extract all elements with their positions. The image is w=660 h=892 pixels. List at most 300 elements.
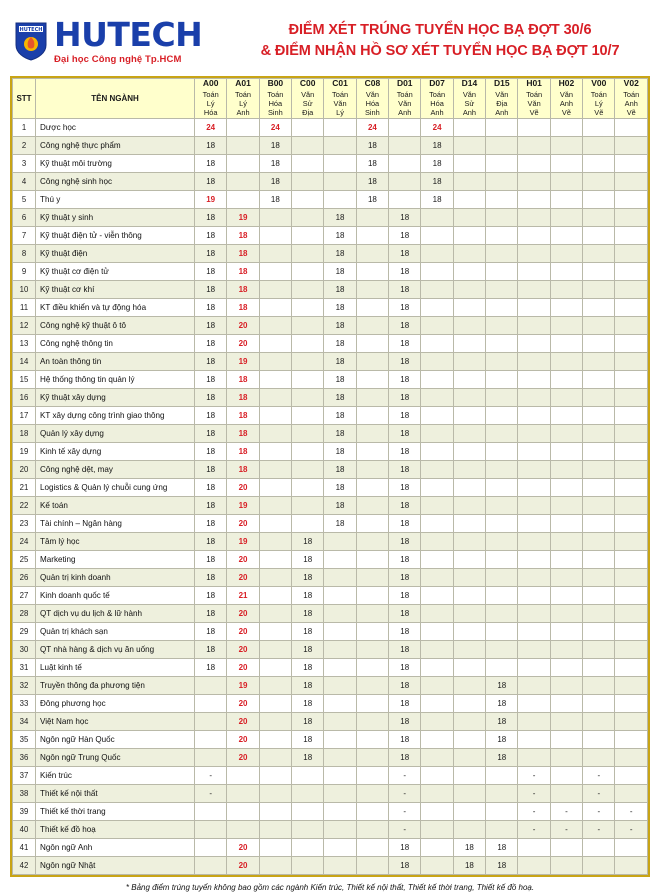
score-cell xyxy=(356,658,388,676)
score-cell xyxy=(324,586,356,604)
score-cell xyxy=(259,424,291,442)
score-cell: 18 xyxy=(227,370,259,388)
score-cell xyxy=(615,766,648,784)
score-cell xyxy=(518,586,550,604)
score-cell: 18 xyxy=(227,388,259,406)
score-cell xyxy=(292,136,324,154)
score-cell: 18 xyxy=(195,550,227,568)
score-cell xyxy=(583,856,615,874)
title-line-1: ĐIỂM XÉT TRÚNG TUYỂN HỌC BẠ ĐỢT 30/6 xyxy=(288,21,592,38)
score-cell xyxy=(583,694,615,712)
score-cell xyxy=(550,694,582,712)
score-cell xyxy=(453,478,485,496)
score-cell: 18 xyxy=(486,838,518,856)
score-cell xyxy=(550,586,582,604)
svg-text:HUTECH: HUTECH xyxy=(19,27,43,33)
score-cell xyxy=(518,226,550,244)
score-cell xyxy=(356,640,388,658)
score-cell xyxy=(356,820,388,838)
header-combination-d15 xyxy=(486,79,518,119)
score-cell xyxy=(227,118,259,136)
combination-code: V00 xyxy=(591,78,607,88)
score-cell xyxy=(259,388,291,406)
score-cell: 18 xyxy=(324,478,356,496)
score-cell xyxy=(421,622,453,640)
score-cell: 19 xyxy=(227,496,259,514)
row-major-name: Đông phương học xyxy=(36,694,195,712)
score-cell: 18 xyxy=(389,496,421,514)
table-row xyxy=(13,820,648,838)
score-cell xyxy=(518,370,550,388)
score-cell: 18 xyxy=(486,694,518,712)
score-cell xyxy=(550,316,582,334)
row-major-name: Thiết kế thời trang xyxy=(36,802,195,820)
score-cell xyxy=(227,820,259,838)
row-major-name: Công nghệ thông tin xyxy=(36,334,195,352)
score-cell: 18 xyxy=(292,640,324,658)
score-cell xyxy=(259,442,291,460)
score-cell xyxy=(518,604,550,622)
score-cell xyxy=(292,478,324,496)
score-cell xyxy=(615,478,648,496)
row-major-name: Kiến trúc xyxy=(36,766,195,784)
row-major-name: Việt Nam học xyxy=(36,712,195,730)
row-major-name: Thiết kế đồ hoạ xyxy=(36,820,195,838)
hutech-shield-icon xyxy=(14,21,48,61)
title-line-2: & ĐIỂM NHẬN HỒ SƠ XÉT TUYỂN HỌC BẠ ĐỢT 10/7 xyxy=(260,43,620,59)
score-cell xyxy=(550,604,582,622)
score-cell: 18 xyxy=(389,730,421,748)
score-cell xyxy=(583,568,615,586)
score-cell xyxy=(615,352,648,370)
score-cell: 18 xyxy=(389,352,421,370)
score-cell xyxy=(356,550,388,568)
row-index: 33 xyxy=(13,694,36,712)
score-cell: 18 xyxy=(195,406,227,424)
score-cell: 18 xyxy=(389,370,421,388)
score-cell xyxy=(324,118,356,136)
score-cell xyxy=(518,460,550,478)
score-cell xyxy=(453,316,485,334)
score-cell xyxy=(421,604,453,622)
combination-code: C00 xyxy=(299,78,316,88)
score-cell xyxy=(453,622,485,640)
score-cell xyxy=(292,298,324,316)
score-cell xyxy=(356,730,388,748)
score-cell xyxy=(259,298,291,316)
header-combination-a01 xyxy=(227,79,259,119)
score-cell xyxy=(583,748,615,766)
score-cell xyxy=(421,694,453,712)
score-cell: - xyxy=(615,820,648,838)
score-cell xyxy=(550,172,582,190)
score-cell: 18 xyxy=(389,532,421,550)
row-major-name: Quản lý xây dựng xyxy=(36,424,195,442)
combination-subjects: Toán Lý Anh xyxy=(235,89,252,118)
score-cell xyxy=(518,172,550,190)
row-major-name: Quản trị khách sạn xyxy=(36,622,195,640)
score-cell xyxy=(324,694,356,712)
score-cell xyxy=(486,532,518,550)
table-row xyxy=(13,676,648,694)
score-cell: 18 xyxy=(389,406,421,424)
header-combination-d01 xyxy=(389,79,421,119)
row-index: 11 xyxy=(13,298,36,316)
score-cell: 18 xyxy=(227,442,259,460)
score-cell xyxy=(356,532,388,550)
row-index: 9 xyxy=(13,262,36,280)
score-cell xyxy=(550,226,582,244)
score-cell xyxy=(421,316,453,334)
score-cell: 18 xyxy=(292,568,324,586)
score-cell xyxy=(550,640,582,658)
score-cell xyxy=(615,424,648,442)
score-cell xyxy=(356,424,388,442)
score-cell xyxy=(486,154,518,172)
score-cell xyxy=(356,442,388,460)
score-cell xyxy=(550,496,582,514)
combination-subjects: Văn Hóa Sinh xyxy=(364,89,380,118)
score-cell xyxy=(259,694,291,712)
score-cell xyxy=(292,388,324,406)
score-cell: - xyxy=(389,820,421,838)
score-cell xyxy=(518,694,550,712)
combination-code: H01 xyxy=(526,78,542,88)
score-cell xyxy=(486,262,518,280)
score-cell xyxy=(486,442,518,460)
score-cell xyxy=(583,460,615,478)
score-cell xyxy=(453,370,485,388)
table-row xyxy=(13,586,648,604)
score-cell xyxy=(259,514,291,532)
score-cell xyxy=(518,136,550,154)
score-cell xyxy=(518,298,550,316)
score-cell: 18 xyxy=(195,658,227,676)
score-cell: 18 xyxy=(324,352,356,370)
score-cell xyxy=(583,712,615,730)
score-cell xyxy=(324,604,356,622)
score-cell: 18 xyxy=(227,424,259,442)
score-cell xyxy=(518,388,550,406)
row-major-name: Công nghệ dệt, may xyxy=(36,460,195,478)
score-cell xyxy=(259,262,291,280)
score-cell: 18 xyxy=(292,712,324,730)
table-row xyxy=(13,532,648,550)
score-cell: 18 xyxy=(389,280,421,298)
score-cell xyxy=(195,730,227,748)
score-cell: 18 xyxy=(259,136,291,154)
table-row xyxy=(13,190,648,208)
score-cell: 18 xyxy=(195,280,227,298)
score-cell xyxy=(324,766,356,784)
row-index: 36 xyxy=(13,748,36,766)
score-cell xyxy=(292,460,324,478)
score-cell xyxy=(421,334,453,352)
score-cell xyxy=(292,244,324,262)
row-index: 17 xyxy=(13,406,36,424)
score-cell xyxy=(453,550,485,568)
score-cell: 18 xyxy=(421,136,453,154)
score-cell xyxy=(324,838,356,856)
score-cell xyxy=(486,622,518,640)
score-cell xyxy=(453,748,485,766)
table-row xyxy=(13,442,648,460)
score-cell xyxy=(550,856,582,874)
score-cell xyxy=(195,712,227,730)
score-cell xyxy=(195,676,227,694)
score-cell: 18 xyxy=(227,262,259,280)
score-cell xyxy=(615,244,648,262)
combination-code: C01 xyxy=(332,78,348,88)
row-index: 5 xyxy=(13,190,36,208)
score-cell xyxy=(615,856,648,874)
score-cell xyxy=(453,586,485,604)
score-cell xyxy=(615,694,648,712)
score-cell xyxy=(356,676,388,694)
score-cell xyxy=(421,658,453,676)
score-cell xyxy=(550,280,582,298)
score-cell xyxy=(615,208,648,226)
score-cell xyxy=(356,568,388,586)
score-cell xyxy=(518,208,550,226)
score-cell: 18 xyxy=(389,622,421,640)
score-cell xyxy=(292,406,324,424)
score-cell xyxy=(518,856,550,874)
score-cell: 18 xyxy=(389,838,421,856)
score-cell xyxy=(421,856,453,874)
score-cell: 18 xyxy=(195,298,227,316)
score-cell xyxy=(583,154,615,172)
score-cell: 19 xyxy=(227,532,259,550)
score-cell: 18 xyxy=(195,622,227,640)
score-cell xyxy=(292,280,324,298)
row-index: 7 xyxy=(13,226,36,244)
score-cell: - xyxy=(583,766,615,784)
score-cell xyxy=(324,730,356,748)
scores-table-container xyxy=(10,76,650,877)
score-cell xyxy=(518,334,550,352)
score-cell xyxy=(615,838,648,856)
score-cell xyxy=(486,298,518,316)
score-cell xyxy=(583,316,615,334)
score-cell xyxy=(421,712,453,730)
score-cell xyxy=(615,190,648,208)
score-cell: 20 xyxy=(227,838,259,856)
score-cell: 18 xyxy=(195,460,227,478)
row-index: 12 xyxy=(13,316,36,334)
score-cell: 18 xyxy=(389,676,421,694)
score-cell xyxy=(292,172,324,190)
score-cell xyxy=(453,190,485,208)
score-cell: 18 xyxy=(389,316,421,334)
score-cell xyxy=(550,370,582,388)
score-cell xyxy=(518,118,550,136)
score-cell: 18 xyxy=(195,442,227,460)
score-cell xyxy=(550,676,582,694)
score-cell: - xyxy=(518,784,550,802)
score-cell xyxy=(486,388,518,406)
row-index: 22 xyxy=(13,496,36,514)
score-cell xyxy=(259,802,291,820)
row-index: 20 xyxy=(13,460,36,478)
score-cell xyxy=(259,406,291,424)
score-cell xyxy=(421,208,453,226)
score-cell: - xyxy=(389,766,421,784)
score-cell: 18 xyxy=(324,316,356,334)
combination-subjects: Toán Lý Hóa xyxy=(202,89,219,118)
score-cell xyxy=(583,622,615,640)
score-cell xyxy=(453,442,485,460)
score-cell xyxy=(292,424,324,442)
score-cell: 18 xyxy=(324,334,356,352)
score-cell xyxy=(453,514,485,532)
score-cell xyxy=(259,766,291,784)
row-major-name: QT nhà hàng & dịch vụ ăn uống xyxy=(36,640,195,658)
score-cell xyxy=(550,658,582,676)
score-cell xyxy=(615,370,648,388)
score-cell xyxy=(453,820,485,838)
score-cell xyxy=(518,514,550,532)
combination-code: C08 xyxy=(364,78,381,88)
score-cell xyxy=(550,712,582,730)
score-cell: 18 xyxy=(389,604,421,622)
score-cell xyxy=(292,514,324,532)
score-cell xyxy=(615,748,648,766)
score-cell xyxy=(453,334,485,352)
header-combination-c01 xyxy=(324,79,356,119)
score-cell xyxy=(615,118,648,136)
score-cell xyxy=(453,640,485,658)
score-cell xyxy=(356,226,388,244)
score-cell: 20 xyxy=(227,514,259,532)
table-footnote: * Bảng điểm trúng tuyển không bao gồm các ngành Kiến trúc, Thiết kế nội thất, Thiết kế thời trang, Thiết kế đồ hoạ. xyxy=(125,882,535,892)
table-row xyxy=(13,568,648,586)
score-cell xyxy=(518,280,550,298)
score-cell: 18 xyxy=(421,190,453,208)
score-cell xyxy=(583,244,615,262)
score-cell: 18 xyxy=(195,226,227,244)
score-cell xyxy=(292,316,324,334)
combination-subjects: Văn Anh Vẽ xyxy=(559,89,574,118)
table-row xyxy=(13,766,648,784)
score-cell xyxy=(259,316,291,334)
score-cell xyxy=(583,496,615,514)
score-cell xyxy=(292,784,324,802)
score-cell xyxy=(550,154,582,172)
score-cell xyxy=(615,136,648,154)
score-cell: 18 xyxy=(389,712,421,730)
score-cell: 18 xyxy=(486,730,518,748)
score-cell: 18 xyxy=(292,730,324,748)
score-cell xyxy=(421,784,453,802)
score-cell xyxy=(259,586,291,604)
score-cell xyxy=(583,442,615,460)
score-cell xyxy=(550,424,582,442)
score-cell: 18 xyxy=(389,262,421,280)
score-cell xyxy=(615,280,648,298)
score-cell xyxy=(550,442,582,460)
score-cell xyxy=(583,424,615,442)
score-cell xyxy=(421,280,453,298)
row-major-name: QT dịch vụ du lịch & lữ hành xyxy=(36,604,195,622)
score-cell: 18 xyxy=(195,496,227,514)
score-cell xyxy=(550,388,582,406)
score-cell xyxy=(259,334,291,352)
score-cell xyxy=(453,568,485,586)
score-cell xyxy=(356,694,388,712)
score-cell: - xyxy=(195,784,227,802)
score-cell xyxy=(421,550,453,568)
score-cell xyxy=(518,532,550,550)
score-cell xyxy=(292,262,324,280)
row-index: 15 xyxy=(13,370,36,388)
score-cell: 18 xyxy=(324,226,356,244)
score-cell: 18 xyxy=(195,244,227,262)
score-cell xyxy=(615,262,648,280)
score-cell: 18 xyxy=(324,370,356,388)
score-cell xyxy=(486,118,518,136)
score-cell xyxy=(292,370,324,388)
score-cell: 18 xyxy=(195,514,227,532)
score-cell xyxy=(324,550,356,568)
header-major-name: TÊN NGÀNH xyxy=(36,79,195,119)
score-cell xyxy=(486,460,518,478)
score-cell xyxy=(453,388,485,406)
score-cell: 18 xyxy=(356,136,388,154)
score-cell xyxy=(518,550,550,568)
score-cell xyxy=(356,406,388,424)
row-index: 42 xyxy=(13,856,36,874)
score-cell xyxy=(453,136,485,154)
score-cell: 18 xyxy=(195,640,227,658)
score-cell xyxy=(486,424,518,442)
score-cell xyxy=(356,514,388,532)
score-cell xyxy=(486,802,518,820)
score-cell xyxy=(583,406,615,424)
score-cell xyxy=(486,226,518,244)
score-cell xyxy=(324,136,356,154)
score-cell xyxy=(421,820,453,838)
score-cell xyxy=(356,208,388,226)
row-index: 2 xyxy=(13,136,36,154)
header-combination-h02 xyxy=(550,79,582,119)
combination-subjects: Văn Sử Địa xyxy=(301,89,315,118)
row-index: 8 xyxy=(13,244,36,262)
score-cell: 18 xyxy=(389,208,421,226)
header-combination-v02 xyxy=(615,79,648,119)
score-cell xyxy=(259,208,291,226)
score-cell xyxy=(518,568,550,586)
table-row xyxy=(13,388,648,406)
score-cell: 20 xyxy=(227,748,259,766)
score-cell xyxy=(486,208,518,226)
row-index: 28 xyxy=(13,604,36,622)
score-cell xyxy=(292,856,324,874)
row-index: 37 xyxy=(13,766,36,784)
score-cell: 24 xyxy=(259,118,291,136)
score-cell xyxy=(227,766,259,784)
score-cell: - xyxy=(550,802,582,820)
table-row xyxy=(13,550,648,568)
score-cell: 18 xyxy=(292,676,324,694)
score-cell xyxy=(389,154,421,172)
score-cell xyxy=(615,496,648,514)
score-cell xyxy=(421,802,453,820)
score-cell: 18 xyxy=(195,388,227,406)
score-cell xyxy=(583,370,615,388)
combination-code: D01 xyxy=(396,78,413,88)
row-major-name: Ngôn ngữ Nhật xyxy=(36,856,195,874)
